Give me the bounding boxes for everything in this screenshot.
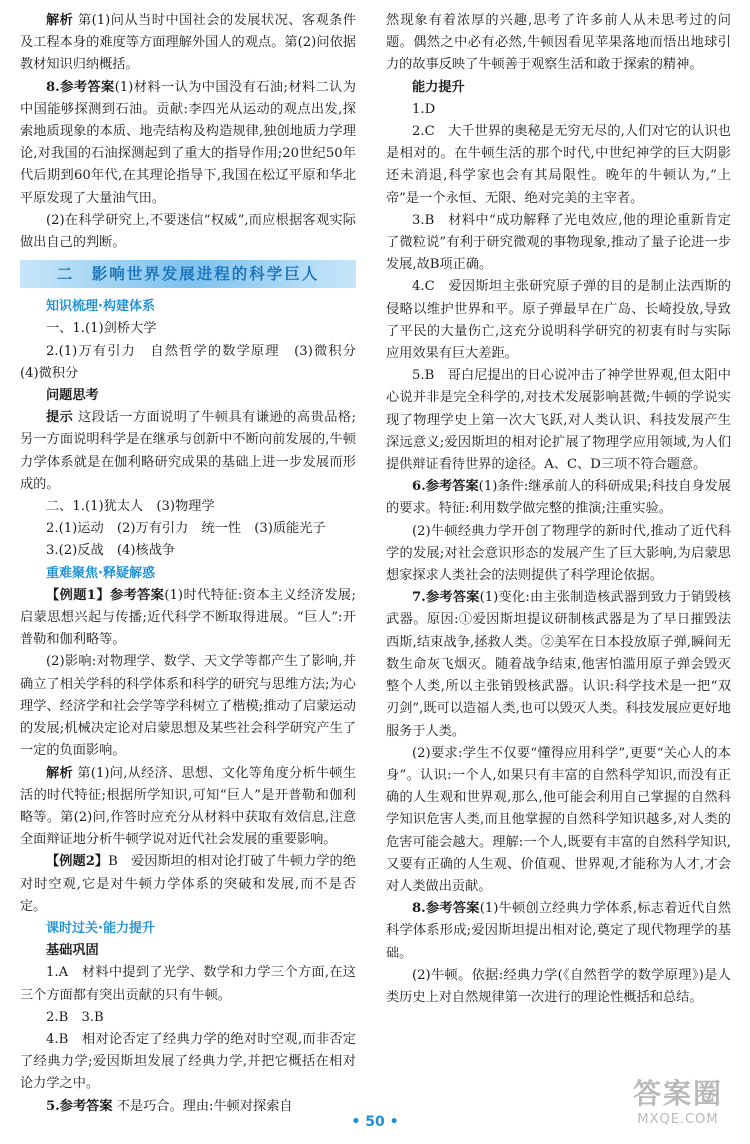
right-column [386, 10, 731, 1009]
ability-q2: 2.C 大千世界的奥秘是无穷无尽的,人们对它的认识也是相对的。在牛顿生活的那个时代,中世纪神学的巨大阴影还未消退,科学家也会有其局限性。晚年的牛顿认为,“上帝”是一个永恒、无限、绝对完美的主宰者。 [386, 124, 731, 206]
ability-q8: 8.参考答案(1)牛顿创立经典力学体系,标志着近代自然科学体系形成;爱因斯坦提出相对论,奠定了现代物理学的基础。 [386, 901, 731, 961]
ability-q4: 4.C 爱因斯坦主张研究原子弹的目的是制止法西斯的侵略以维护世界和平。原子弹最早在广岛、长崎投放,导致了平民的大量伤亡,这充分说明科学研究的初衷有时与实际应用效果有巨大差距。 [386, 279, 731, 362]
example-1-analysis: 解析 第(1)问,从经济、思想、文化等角度分析牛顿生活的时代特征;根据所学知识,可知“巨人”是开普勒和伽利略等。第(2)问,作答时应充分从材料中获取有效信息,注意全面辩证地分析牛顿学说对近代社会发展的重要影响。 [20, 765, 357, 848]
knowledge-line-5: 3.(2)反战 (4)核战争 [46, 543, 176, 559]
knowledge-line-1: 一、1.(1)剑桥大学 [46, 321, 157, 337]
example-1-answer: 【例题1】参考答案(1)时代特征:资本主义经济发展;启蒙思想兴起与传播;近代科学不断取得进展。“巨人”:开普勒和伽利略等。 [20, 587, 356, 648]
section-heading-focus: 重难聚焦·释疑解惑 [46, 565, 155, 581]
ability-q8-part2: (2)牛顿。依据:经典力学(《自然哲学的数学原理》)是人类历史上对自然规律第一次进行的理论性概括和总结。 [386, 967, 731, 1005]
question-5: 5.参考答案 不是巧合。理由:牛顿对探索自 [46, 1098, 293, 1114]
ability-q6-part2: (2)牛顿经典力学开创了物理学的新时代,推动了近代科学的发展;对社会意识形态的发展产生了巨大影响,为启蒙思想家探求人类社会的法则提供了科学理论依据。 [386, 523, 731, 584]
basic-consolidation-heading: 基础巩固 [46, 943, 99, 959]
ability-q5: 5.B 哥白尼提出的日心说冲击了神学世界观,但太阳中心说并非是完全科学的,对技术发展影响甚微;牛顿的学说实现了物理学史上第一次大飞跃,对人类认识、科技发展产生深远意义;爱因斯坦的相对论扩展了物理学应用领域,为人们提供辩证看待世界的途径。A、C、D三项不符合题意。 [386, 368, 731, 473]
section-heading-practice: 课时过关·能力提升 [46, 920, 155, 936]
question-1: 1.A 材料中提到了光学、数学和力学三个方面,在这三个方面都有突出贡献的只有牛顿。 [20, 965, 356, 1003]
example-2-answer: 【例题2】B 爱因斯坦的相对论打破了牛顿力学的绝对时空观,它是对牛顿力学体系的突破和发展,而不是否定。 [20, 854, 356, 914]
ability-heading: 能力提升 [412, 79, 465, 95]
watermark-text-top: 答案圈 [632, 1077, 723, 1110]
knowledge-line-3: 二、1.(1)犹太人 (3)物理学 [46, 499, 215, 515]
knowledge-line-4: 2.(1)运动 (2)万有引力 统一性 (3)质能光子 [46, 521, 326, 537]
question-2-3: 2.B 3.B [46, 1009, 104, 1025]
watermark-text-bottom: MXQE.COM [637, 1112, 719, 1127]
ability-q1: 1.D [412, 101, 436, 117]
ability-q3: 3.B 材料中“成功解释了光电效应,他的理论重新肯定了微粒说”有利于研究微观的事物现象,推动了量子论进一步发展,故B项正确。 [386, 212, 731, 273]
page-number: • 50 • [351, 1114, 399, 1130]
answer-8-part2: (2)在科学研究上,不要迷信“权威”,而应根据客观实际做出自己的判断。 [20, 212, 356, 251]
ability-q6: 6.参考答案(1)条件:继承前人的科研成果;科技自身发展的要求。特征:利用数学做完整的推演;注重实验。 [386, 479, 731, 517]
question-5-continued: 然现象有着浓厚的兴趣,思考了许多前人从未思考过的问题。偶然之中必有必然,牛顿因看见苹果落地而悟出地球引力的故事反映了牛顿善于观察生活和敢于探索的精神。 [386, 13, 731, 73]
knowledge-line-2: 2.(1)万有引力 自然哲学的数学原理 (3)微积分 (4)微积分 [20, 343, 370, 381]
answer-8-paragraph: 8.参考答案(1)材料一认为中国没有石油;材料二认为中国能够探测到石油。贡献:李四光从运动的观点出发,探索地质现象的本质、地壳结构及构造规律,独创地质力学理论,对我国的石油探测起到了重大的指导作用;20世纪50年代后期到60年代,在其理论指导下,我国在松辽平原和华北平原发现了大量油气田。 [20, 79, 356, 206]
left-column [20, 10, 370, 1118]
question-4: 4.B 相对论否定了经典力学的绝对时空观,而非否定了经典力学;爱因斯坦发展了经典力学,并把它概括在相对论力学之中。 [20, 1031, 356, 1092]
hint-paragraph: 提示 这段话一方面说明了牛顿具有谦逊的高贵品格;另一方面说明科学是在继承与创新中不断向前发展的,牛顿力学体系就是在伽利略研究成果的基础上进一步发展而形成的。 [20, 410, 356, 492]
ability-q7-part2: (2)要求:学生不仅要“懂得应用科学”,更要“关心人的本身”。认识:一个人,如果只有丰富的自然科学知识,而没有正确的人生观和世界观,那么,他可能会利用自己掌握的自然科学知识危害人类,而且他掌握的自然科学知识越多,对人类的危害可能会越大。理解:一个人,既要有丰富的自然科学知识,又要有正确的人生观、价值观、世界观,才能称为人才,才会对人类做出贡献。 [386, 745, 731, 894]
analysis-paragraph: 解析 第(1)问从当时中国社会的发展状况、客观条件及工程本身的难度等方面理解外国人的观点。第(2)问依据教材知识归纳概括。 [20, 13, 357, 73]
question-thinking-heading: 问题思考 [46, 388, 99, 404]
watermark-logo [618, 1076, 738, 1136]
section-heading-knowledge: 知识梳理·构建体系 [46, 299, 155, 315]
example-1-part2: (2)影响:对物理学、数学、天文学等都产生了影响,并确立了相关学科的科学体系和科学的研究与思维方法;为心理学、经济学和社会学等学科树立了楷模;推动了启蒙运动的发展;机械决定论对启蒙思想及某些社会科学研究产生了一定的负面影响。 [20, 654, 356, 759]
ability-q7: 7.参考答案(1)变化:由主张制造核武器到致力于销毁核武器。原因:①爱因斯坦提议研制核武器是为了早日摧毁法西斯,结束战争,拯救人类。②美军在日本投放原子弹,瞬间无数生命灰飞烟灭。随着战争结束,他害怕滥用原子弹会毁灭整个人类,所以主张销毁核武器。认识:科学技术是一把“双刃剑”,既可以造福人类,也可以毁灭人类。科技发展应更好地服务于人类。 [386, 590, 731, 739]
section-banner: 二 影响世界发展进程的科学巨人 [20, 260, 356, 288]
